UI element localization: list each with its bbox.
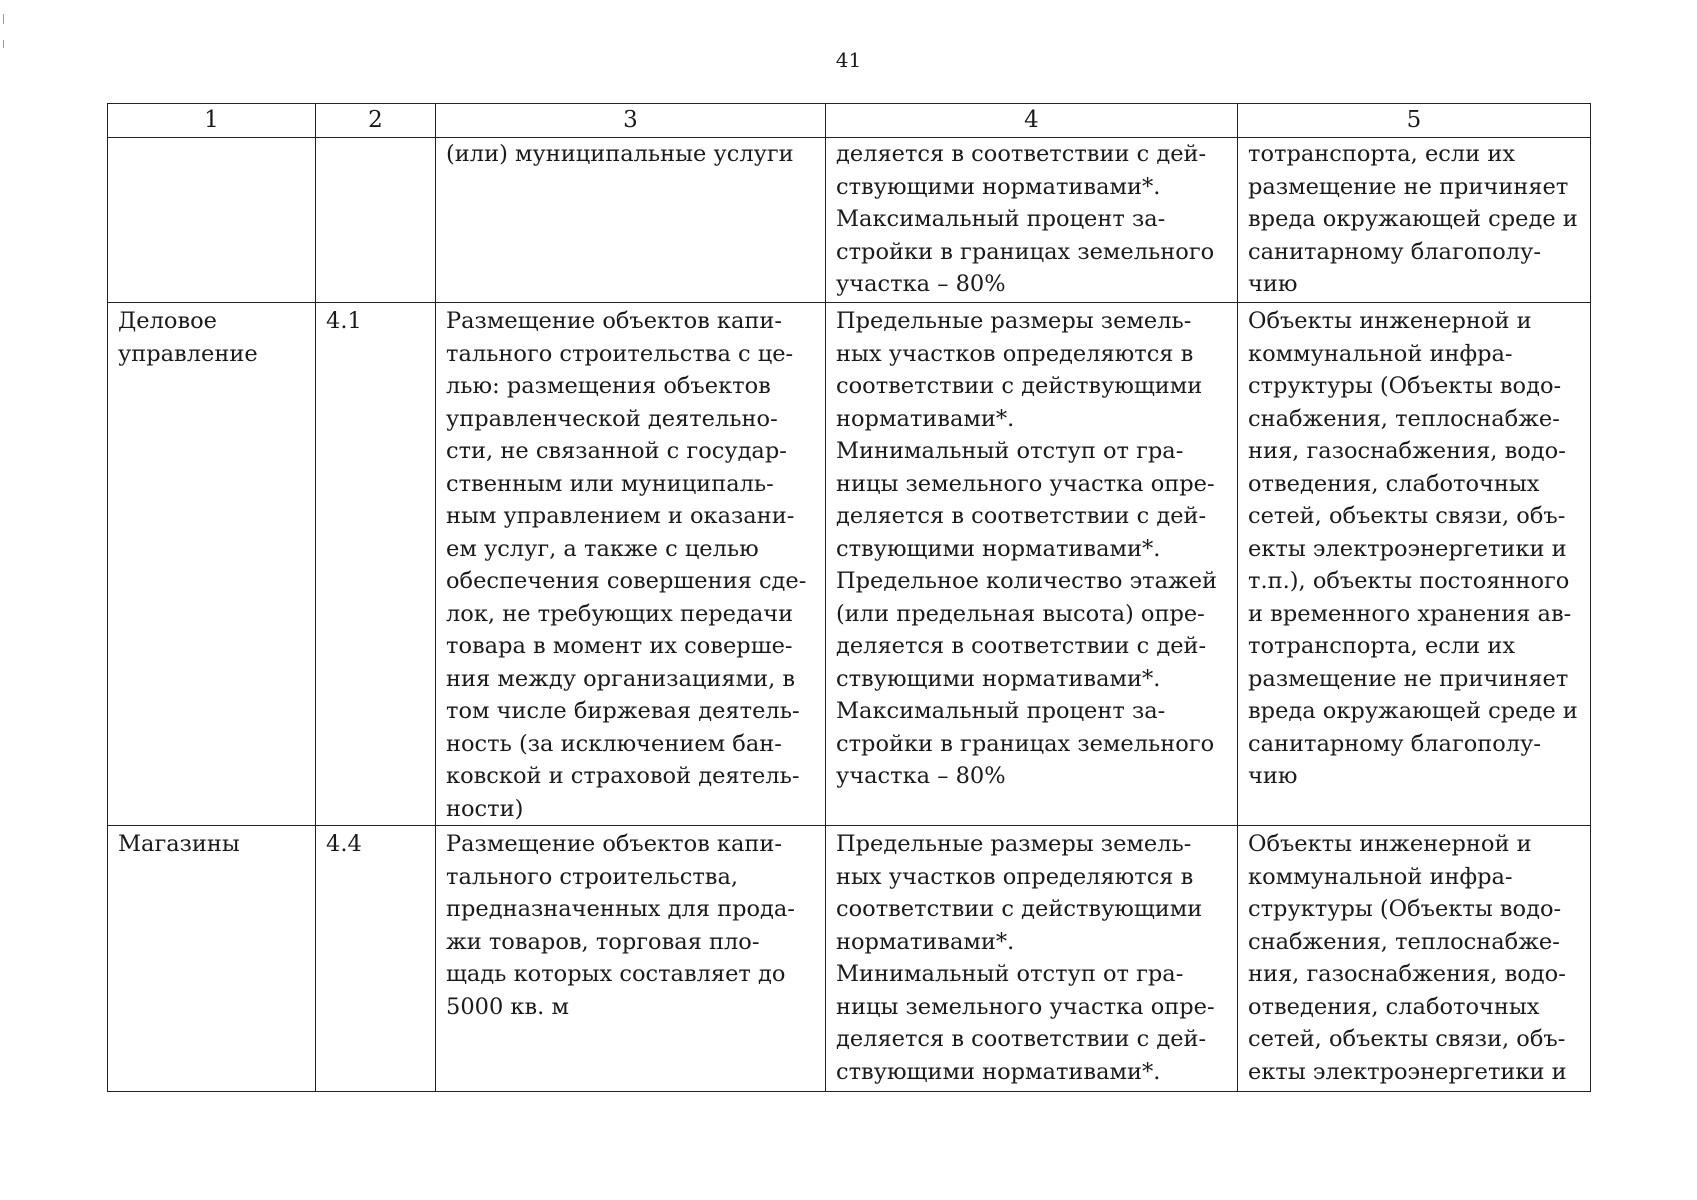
description-line: ности) xyxy=(446,795,524,822)
parameters-line: ных участков определяются в xyxy=(836,863,1194,890)
zoning-table xyxy=(107,103,1591,1092)
use-name-line: управление xyxy=(118,340,258,367)
auxiliary-line: вреда окружающей среде и xyxy=(1248,206,1578,232)
auxiliary-cell xyxy=(1238,826,1591,1092)
description-line: щадь которых составляет до xyxy=(446,961,786,987)
auxiliary-line: отведения, слаботочных xyxy=(1248,470,1540,497)
auxiliary-line: тотранспорта, если их xyxy=(1248,633,1516,659)
auxiliary-line: и временного хранения ав- xyxy=(1248,600,1572,627)
auxiliary-line: размещение не причиняет xyxy=(1248,665,1569,692)
parameters-line: деляется в соответствии с дей- xyxy=(836,1026,1207,1052)
parameters-line: ных участков определяются в xyxy=(836,340,1194,367)
description-line: жи товаров, торговая пло- xyxy=(446,928,760,955)
parameters-line: деляется в соответствии с дей- xyxy=(836,141,1207,167)
auxiliary-line: коммунальной инфра- xyxy=(1248,340,1513,367)
parameters-line: ницы земельного участка опре- xyxy=(836,470,1215,497)
parameters-line: соответствии с действующими xyxy=(836,373,1203,399)
auxiliary-line: снабжения, теплоснабже- xyxy=(1248,405,1560,432)
auxiliary-line: отведения, слаботочных xyxy=(1248,993,1540,1020)
auxiliary-line: ния, газоснабжения, водо- xyxy=(1248,438,1566,464)
scan-mark xyxy=(3,14,4,24)
auxiliary-cell xyxy=(1238,138,1591,303)
use-name-cell xyxy=(108,826,316,1092)
parameters-line: Максимальный процент за- xyxy=(836,698,1166,724)
description-line: лок, не требующих передачи xyxy=(446,600,794,627)
column-header: 2 xyxy=(316,104,436,138)
column-header: 5 xyxy=(1238,104,1591,138)
parameters-line: (или предельная высота) опре- xyxy=(836,600,1205,627)
use-name-cell xyxy=(108,138,316,303)
table-row xyxy=(108,303,1591,826)
page-number: 41 xyxy=(835,48,862,72)
auxiliary-line: екты электроэнергетики и xyxy=(1248,535,1567,562)
description-line: ния между организациями, в xyxy=(446,665,796,692)
parameters-line: нормативами*. xyxy=(836,928,1015,955)
auxiliary-line: чию xyxy=(1248,271,1298,297)
description-line: 5000 кв. м xyxy=(446,993,569,1020)
parameters-cell xyxy=(826,826,1238,1092)
auxiliary-line: санитарному благополу- xyxy=(1248,238,1541,265)
table-header-row xyxy=(108,104,1591,138)
description-line: ковской и страховой деятель- xyxy=(446,763,800,789)
description-line: ность (за исключением бан- xyxy=(446,730,782,757)
description-line: ем услуг, а также с целью xyxy=(446,535,759,562)
auxiliary-line: размещение не причиняет xyxy=(1248,173,1569,200)
auxiliary-line: Объекты инженерной и xyxy=(1248,831,1532,857)
parameters-line: ствующими нормативами*. xyxy=(836,1058,1161,1085)
auxiliary-line: сетей, объекты связи, объ- xyxy=(1248,503,1566,529)
use-code-cell xyxy=(316,826,436,1092)
auxiliary-line: Объекты инженерной и xyxy=(1248,308,1532,334)
description-line: управленческой деятельно- xyxy=(446,405,778,432)
use-name-line: Магазины xyxy=(118,831,240,857)
description-line: том числе биржевая деятель- xyxy=(446,698,800,724)
auxiliary-line: коммунальной инфра- xyxy=(1248,863,1513,890)
auxiliary-line: тотранспорта, если их xyxy=(1248,141,1516,167)
auxiliary-line: структуры (Объекты водо- xyxy=(1248,896,1562,922)
auxiliary-line: структуры (Объекты водо- xyxy=(1248,373,1562,399)
description-line: сти, не связанной с государ- xyxy=(446,438,787,464)
parameters-cell xyxy=(826,138,1238,303)
use-code-cell xyxy=(316,303,436,826)
description-line: предназначенных для прода- xyxy=(446,896,795,922)
description-cell xyxy=(436,826,826,1092)
table-row xyxy=(108,826,1591,1092)
description-line: ственным или муниципаль- xyxy=(446,470,774,497)
description-line: товара в момент их соверше- xyxy=(446,633,793,659)
auxiliary-cell xyxy=(1238,303,1591,826)
use-code: 4.4 xyxy=(326,831,362,857)
parameters-line: Минимальный отступ от гра- xyxy=(836,961,1184,987)
auxiliary-line: т.п.), объекты постоянного xyxy=(1248,568,1570,594)
description-line: тального строительства с це- xyxy=(446,340,794,367)
table-row xyxy=(108,138,1591,303)
auxiliary-line: вреда окружающей среде и xyxy=(1248,698,1578,724)
description-line: Размещение объектов капи- xyxy=(446,831,783,857)
parameters-line: ствующими нормативами*. xyxy=(836,665,1161,692)
parameters-line: участка – 80% xyxy=(836,271,1006,297)
parameters-line: деляется в соответствии с дей- xyxy=(836,503,1207,529)
parameters-line: стройки в границах земельного xyxy=(836,730,1215,757)
description-line: Размещение объектов капи- xyxy=(446,308,783,334)
parameters-line: участка – 80% xyxy=(836,763,1006,789)
description-line: (или) муниципальные услуги xyxy=(446,141,794,167)
parameters-line: Минимальный отступ от гра- xyxy=(836,438,1184,464)
use-code: 4.1 xyxy=(326,308,362,334)
description-line: ным управлением и оказани- xyxy=(446,503,795,529)
use-code-cell xyxy=(316,138,436,303)
parameters-line: ствующими нормативами*. xyxy=(836,173,1161,200)
description-line: обеспечения совершения сде- xyxy=(446,568,807,594)
parameters-line: стройки в границах земельного xyxy=(836,238,1215,265)
column-header: 3 xyxy=(436,104,826,138)
parameters-line: Максимальный процент за- xyxy=(836,206,1166,232)
description-line: тального строительства, xyxy=(446,863,739,890)
description-cell xyxy=(436,138,826,303)
auxiliary-line: екты электроэнергетики и xyxy=(1248,1058,1567,1085)
parameters-line: соответствии с действующими xyxy=(836,896,1203,922)
parameters-line: деляется в соответствии с дей- xyxy=(836,633,1207,659)
description-cell xyxy=(436,303,826,826)
auxiliary-line: санитарному благополу- xyxy=(1248,730,1541,757)
description-line: лью: размещения объектов xyxy=(446,373,771,399)
parameters-line: Предельные размеры земель- xyxy=(836,831,1192,857)
auxiliary-line: ния, газоснабжения, водо- xyxy=(1248,961,1566,987)
column-header: 4 xyxy=(826,104,1238,138)
parameters-line: Предельные размеры земель- xyxy=(836,308,1192,334)
parameters-line: ницы земельного участка опре- xyxy=(836,993,1215,1020)
parameters-line: ствующими нормативами*. xyxy=(836,535,1161,562)
parameters-cell xyxy=(826,303,1238,826)
auxiliary-line: сетей, объекты связи, объ- xyxy=(1248,1026,1566,1052)
use-name-cell xyxy=(108,303,316,826)
parameters-line: Предельное количество этажей xyxy=(836,568,1218,594)
scan-mark xyxy=(3,40,4,48)
parameters-line: нормативами*. xyxy=(836,405,1015,432)
use-name-line: Деловое xyxy=(118,308,217,334)
auxiliary-line: чию xyxy=(1248,763,1298,789)
auxiliary-line: снабжения, теплоснабже- xyxy=(1248,928,1560,955)
column-header: 1 xyxy=(108,104,316,138)
